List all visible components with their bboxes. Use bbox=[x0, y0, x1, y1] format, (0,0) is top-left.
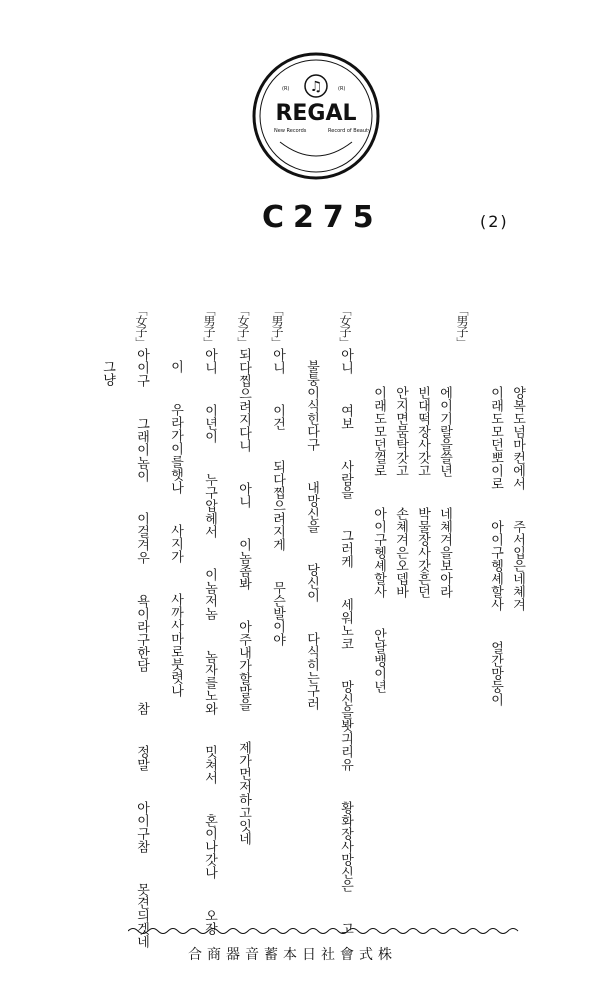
speaker-label: 「男子」 bbox=[270, 304, 284, 348]
label-small-mid-left: New Records bbox=[274, 128, 307, 134]
label-small-mid-right: Record of Beauty bbox=[328, 128, 371, 134]
lyric-text: 아니 여보 사람을 그러케 세워노코 망신을봣긔리유 황화장사망신은 고 bbox=[338, 348, 353, 935]
lyric-text: 되다찝으려지다니 아니 이놈좀봐 아주내가할말을 제가먼저하고잇네 bbox=[236, 348, 251, 845]
speaker-label: 「女子」 bbox=[236, 304, 250, 348]
lyric-text: 아이구 그래이놈이 이걸겨우 욕이라구한담 참 정말 아이구참 못견듸겟네 bbox=[134, 348, 149, 948]
lyric-text: 이 우라가이를햇나 사지가 사까사마로붓렷나 bbox=[168, 360, 183, 697]
lyric-line bbox=[166, 330, 201, 697]
lyric-text: 그냥 bbox=[100, 360, 115, 386]
speaker-label: 「男子」 bbox=[202, 304, 216, 348]
speaker-label: 「女子」 bbox=[338, 304, 352, 348]
speaker-label: 「男子」 bbox=[455, 304, 469, 348]
speaker-label: 「女子」 bbox=[134, 304, 148, 348]
lyric-line bbox=[369, 356, 404, 693]
lyric-line bbox=[200, 274, 235, 935]
lyric-text: 아니 이년이 누구압헤서 이놈저놈 놈자를노와 밋쳐서 혼이나갓나 오장 bbox=[202, 348, 217, 935]
lyric-line bbox=[268, 274, 303, 646]
regal-label-logo bbox=[252, 52, 380, 180]
lyric-line bbox=[98, 330, 133, 386]
lyric-line bbox=[302, 330, 337, 710]
lyric-text: 불퉁이식힌다구 내망신을 당신이 다식히는구러 bbox=[304, 360, 319, 710]
label-small-top-left: (R) bbox=[282, 86, 290, 92]
page-number: (2) bbox=[480, 212, 509, 231]
lyric-line bbox=[453, 274, 488, 348]
brand-name: REGAL bbox=[275, 101, 357, 126]
lyric-text: 빈대떡장사갓고 박물장사갓흔던 bbox=[415, 386, 430, 598]
lyric-text: 이래도모던뽀이로 아이구헹셰할사 얼간망둥이 bbox=[488, 386, 503, 706]
lyric-line bbox=[132, 274, 167, 948]
lyric-text: 양복도넘마컨에서 주서입은네쳬겨 bbox=[510, 386, 525, 611]
lyric-text: 아니 이건 되다찝으려지게 무슨발이야 bbox=[270, 348, 285, 646]
lyric-text: 에이기랄을쓸년 네쳬겨을보아라 bbox=[437, 386, 452, 598]
lyric-line bbox=[336, 274, 371, 935]
lyric-text: 이래도모던껄로 아이구헹셰할사 안달뱅이년 bbox=[371, 386, 386, 693]
lyric-line bbox=[486, 356, 521, 706]
note-icon: ♫ bbox=[309, 79, 323, 95]
publisher-footer: 合商器音蓄本日社會式株 bbox=[188, 947, 397, 963]
catalog-number: C275 bbox=[262, 200, 383, 235]
lyric-text: 안지면뭄탁갓고 손쳬겨은오뎁바 bbox=[393, 386, 408, 598]
lyric-line bbox=[234, 274, 269, 845]
label-decoration bbox=[280, 142, 352, 156]
label-small-top-right: (R) bbox=[338, 86, 346, 92]
footer-wavy-rule bbox=[128, 926, 523, 936]
